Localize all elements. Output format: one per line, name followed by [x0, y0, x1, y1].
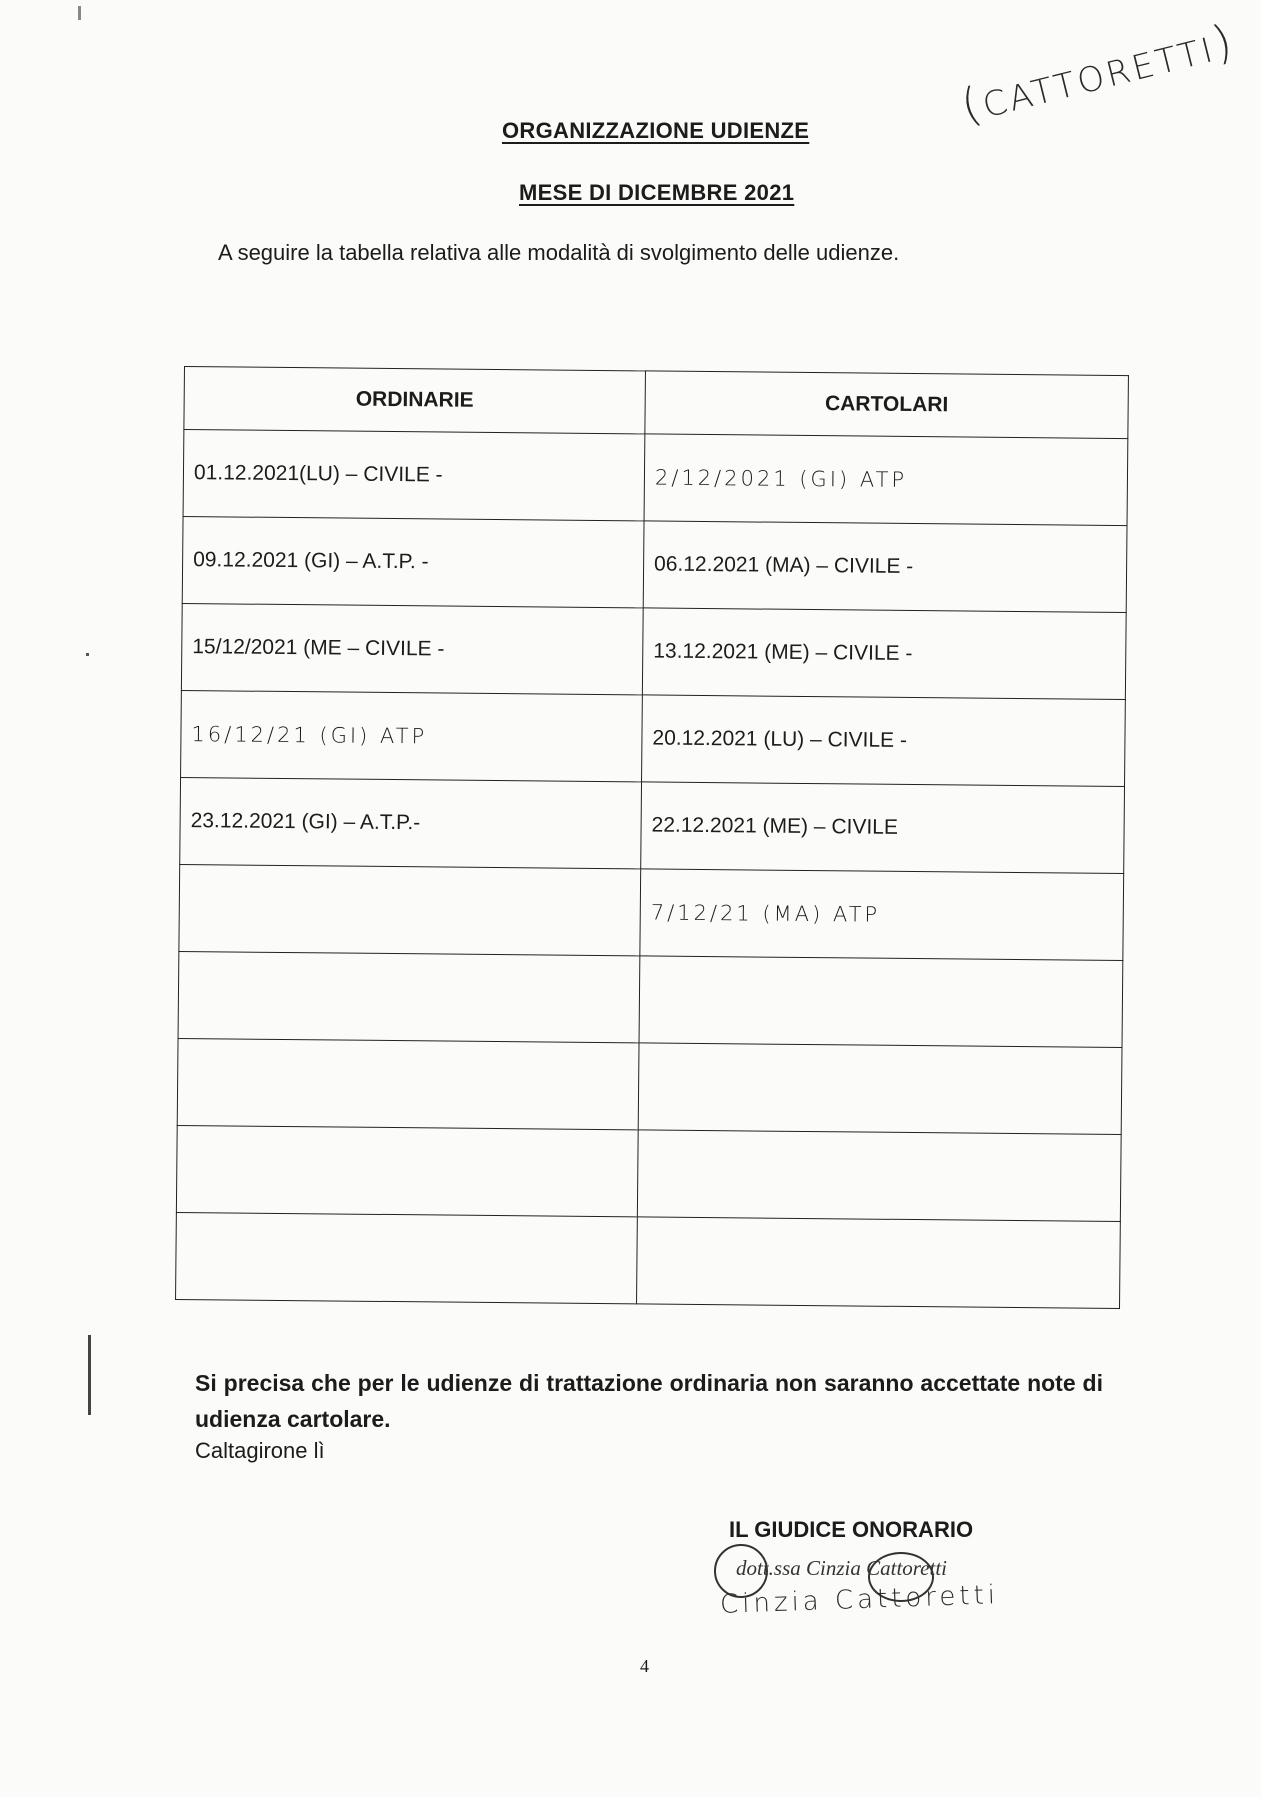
- handwritten-annotation: (CATTORETTI): [955, 13, 1241, 134]
- table-cell-cartolari-handwritten: 7/12/21 (MA) ATP: [640, 869, 1124, 961]
- scan-dot: [86, 653, 89, 656]
- table-row: [176, 1212, 1121, 1308]
- scan-edge-mark: [88, 1335, 91, 1415]
- table-cell-cartolari: 20.12.2021 (LU) – CIVILE -: [642, 695, 1126, 787]
- table-cell-ordinarie-handwritten: 16/12/21 (GI) ATP: [181, 690, 643, 781]
- table-cell-cartolari: [637, 1217, 1121, 1309]
- table-cell-cartolari: [639, 956, 1123, 1048]
- table-cell-cartolari: 13.12.2021 (ME) – CIVILE -: [642, 608, 1126, 700]
- table-row: [177, 1038, 1122, 1134]
- table-row: [178, 951, 1123, 1047]
- table-cell-ordinarie: [177, 1038, 639, 1129]
- table-cell-ordinarie: 15/12/2021 (ME – CIVILE -: [181, 603, 643, 694]
- place-text: Caltagirone lì: [195, 1438, 325, 1463]
- table-cell-ordinarie: [178, 951, 640, 1042]
- scan-corner-mark: [78, 6, 81, 20]
- table-row: [182, 516, 1127, 612]
- hearings-table: [175, 366, 1129, 1309]
- page-subtitle: MESE DI DICEMBRE 2021: [519, 180, 795, 205]
- table-row: [183, 430, 1128, 526]
- page-title: ORGANIZZAZIONE UDIENZE: [502, 118, 810, 143]
- table-cell-cartolari-handwritten: 2/12/2021 (GI) ATP: [644, 434, 1128, 526]
- table-row: [176, 1125, 1121, 1221]
- table-header-row: [184, 367, 1129, 439]
- handwritten-name: CATTORETTI: [978, 29, 1220, 127]
- signer-name: dott.ssa Cinzia Cattoretti: [736, 1556, 948, 1580]
- table-cell-ordinarie: [176, 1212, 638, 1303]
- table-cell-ordinarie: [176, 1125, 638, 1216]
- table-cell-ordinarie: 23.12.2021 (GI) – A.T.P.-: [180, 777, 642, 868]
- handwritten-signature: Cinzia Cattoretti: [719, 1580, 1000, 1620]
- table-cell-ordinarie: 09.12.2021 (GI) – A.T.P. -: [182, 516, 644, 607]
- column-header-cartolari: CARTOLARI: [645, 371, 1129, 439]
- table-row: [179, 864, 1124, 960]
- table-row: [180, 777, 1125, 873]
- table-row: [181, 690, 1126, 786]
- table-row: [181, 603, 1126, 699]
- page-number: 4: [640, 1656, 649, 1676]
- table-cell-cartolari: [637, 1130, 1121, 1222]
- signer-title: IL GIUDICE ONORARIO: [729, 1517, 974, 1542]
- intro-text: A seguire la tabella relativa alle modalità di svolgimento delle udienze.: [218, 240, 900, 265]
- table-cell-cartolari: 22.12.2021 (ME) – CIVILE: [641, 782, 1125, 874]
- table-cell-cartolari: [638, 1043, 1122, 1135]
- table-cell-ordinarie: [179, 864, 641, 955]
- column-header-ordinarie: ORDINARIE: [184, 367, 646, 434]
- table-cell-cartolari: 06.12.2021 (MA) – CIVILE -: [643, 521, 1127, 613]
- table-cell-ordinarie: 01.12.2021(LU) – CIVILE -: [183, 430, 645, 521]
- footer-note: Si precisa che per le udienze di trattazione ordinaria non saranno accettate note di udienza cartolare.: [195, 1370, 1103, 1432]
